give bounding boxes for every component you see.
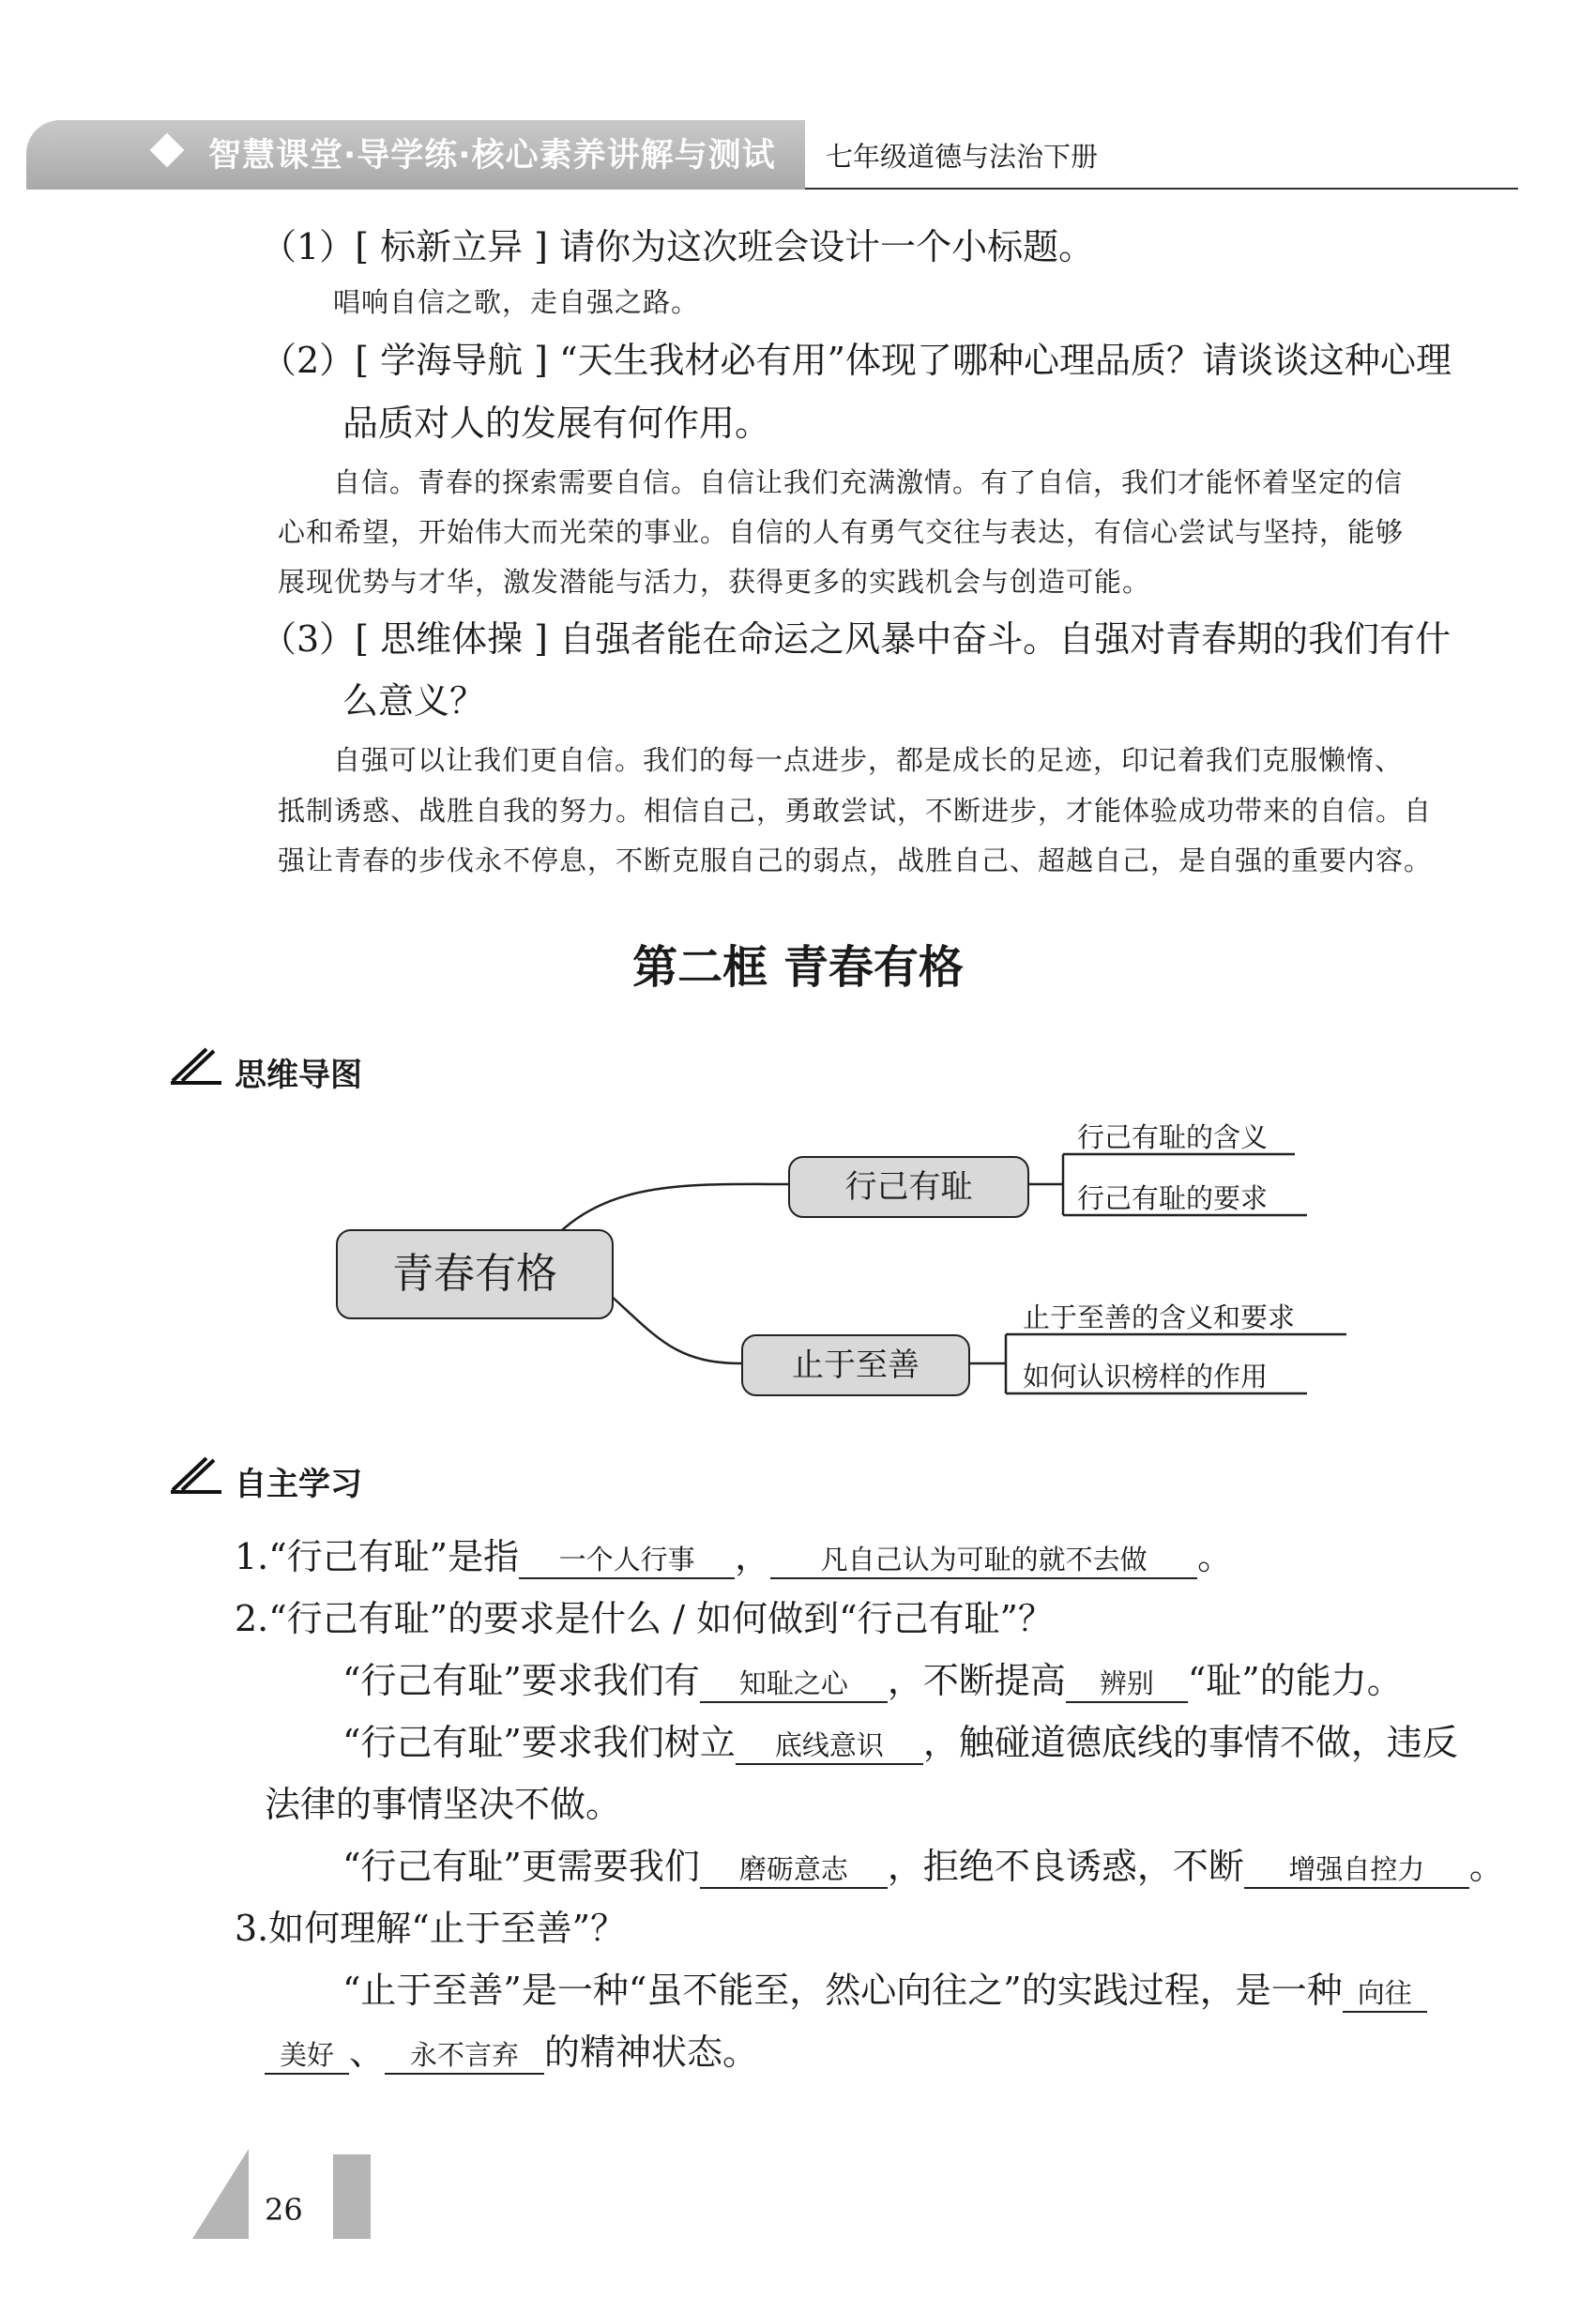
study-question-2-s2-cont: 法律的事情坚决不做。 [265,1784,622,1825]
blank[interactable]: 辨别 [1066,1666,1188,1703]
study-question-2-title: 2.“行己有耻”的要求是什么 / 如何做到“行己有耻”？ [235,1598,1054,1639]
footer-bar-decoration [333,2154,371,2239]
mindmap-leaf: 行己有耻的要求 [1077,1182,1269,1214]
mindmap-root: 青春有格 [336,1229,614,1319]
question-tag: [ 思维体操 ] [355,618,548,660]
section-title: 第二框 青春有格 [632,941,964,994]
question-text: “天生我材必有用”体现了哪种心理品质？请谈谈这种心理 [559,340,1452,381]
blank[interactable]: 向往 [1343,1975,1427,2013]
study-question-2-s3: “行己有耻”更需要我们 磨砺意志 ，拒绝不良诱惑，不断 增强自控力 。 [342,1846,1505,1887]
blank[interactable]: 知耻之心 [700,1666,888,1703]
study-heading: 自主学习 [235,1466,362,1503]
study-question-3-text: “止于至善”是一种“虽不能至，然心向往之”的实践过程，是一种 向往 [342,1961,1427,2013]
blank[interactable]: 增强自控力 [1244,1851,1469,1889]
blank[interactable]: 底线意识 [736,1727,923,1765]
page-number: 26 [265,2192,303,2228]
answer-2-line1: 自信。青春的探索需要自信。自信让我们充满激情。有了自信，我们才能怀着坚定的信 [333,466,1404,498]
blank[interactable]: 美好 [265,2037,349,2075]
mindmap-heading: 思维导图 [235,1057,362,1094]
mindmap-leaf: 止于至善的含义和要求 [1023,1301,1296,1333]
question-text: 请你为这次班会设计一个小标题。 [559,226,1095,267]
study-question-1: 1.“行己有耻”是指 一个人行事 ， 凡自己认为可耻的就不去做 。 [235,1536,1234,1577]
mindmap-branch-1: 行己有耻 [788,1156,1029,1218]
question-text: 自强者能在命运之风暴中奋斗。自强对青春期的我们有什 [559,618,1452,660]
study-question-3-title: 3.如何理解“止于至善”？ [235,1908,627,1949]
question-tag: [ 学海导航 ] [355,340,548,381]
corner-triangle-decoration [192,2149,249,2239]
blank[interactable]: 一个人行事 [519,1542,735,1579]
book-subtitle: 七年级道德与法治下册 [826,141,1099,173]
study-question-2-s1: “行己有耻”要求我们有 知耻之心 ，不断提高 辨别 “耻”的能力。 [342,1660,1403,1701]
question-3-line2: 么意义？ [342,680,486,722]
answer-3-line2: 抵制诱惑、战胜自我的努力。相信自己，勇敢尝试，不断进步，才能体验成功带来的自信。自 [278,795,1433,827]
answer-1: 唱响自信之歌，走自强之路。 [333,286,700,318]
blank[interactable]: 永不言弃 [385,2037,544,2075]
blank[interactable]: 磨砺意志 [700,1851,888,1889]
pen-icon [169,1453,225,1496]
question-2-line2: 品质对人的发展有何作用。 [342,403,771,444]
question-tag: [ 标新立异 ] [355,226,548,267]
book-title: 智慧课堂·导学练·核心素养讲解与测试 [208,137,776,175]
study-question-3-line2: 美好 、 永不言弃 的精神状态。 [265,2023,758,2075]
study-question-2-s2: “行己有耻”要求我们树立 底线意识 ，触碰道德底线的事情不做，违反 [342,1722,1458,1763]
mindmap-leaf: 如何认识榜样的作用 [1023,1361,1269,1392]
question-number: （3） [261,618,356,660]
mindmap-branch-2: 止于至善 [741,1334,970,1396]
answer-3-line3: 强让青春的步伐永不停息，不断克服自己的弱点，战胜自己、超越自己，是自强的重要内容。 [278,845,1433,876]
answer-2-line3: 展现优势与才华，激发潜能与活力，获得更多的实践机会与创造可能。 [278,566,1151,598]
blank[interactable]: 凡自己认为可耻的就不去做 [770,1542,1197,1579]
answer-2-line2: 心和希望，开始伟大而光荣的事业。自信的人有勇气交往与表达，有信心尝试与坚持，能够 [278,516,1405,548]
question-number: （2） [261,340,356,381]
mindmap-leaf: 行己有耻的含义 [1077,1121,1269,1153]
answer-3-line1: 自强可以让我们更自信。我们的每一点进步，都是成长的足迹，印记着我们克服懒惰、 [333,744,1404,776]
question-number: （1） [261,226,356,267]
